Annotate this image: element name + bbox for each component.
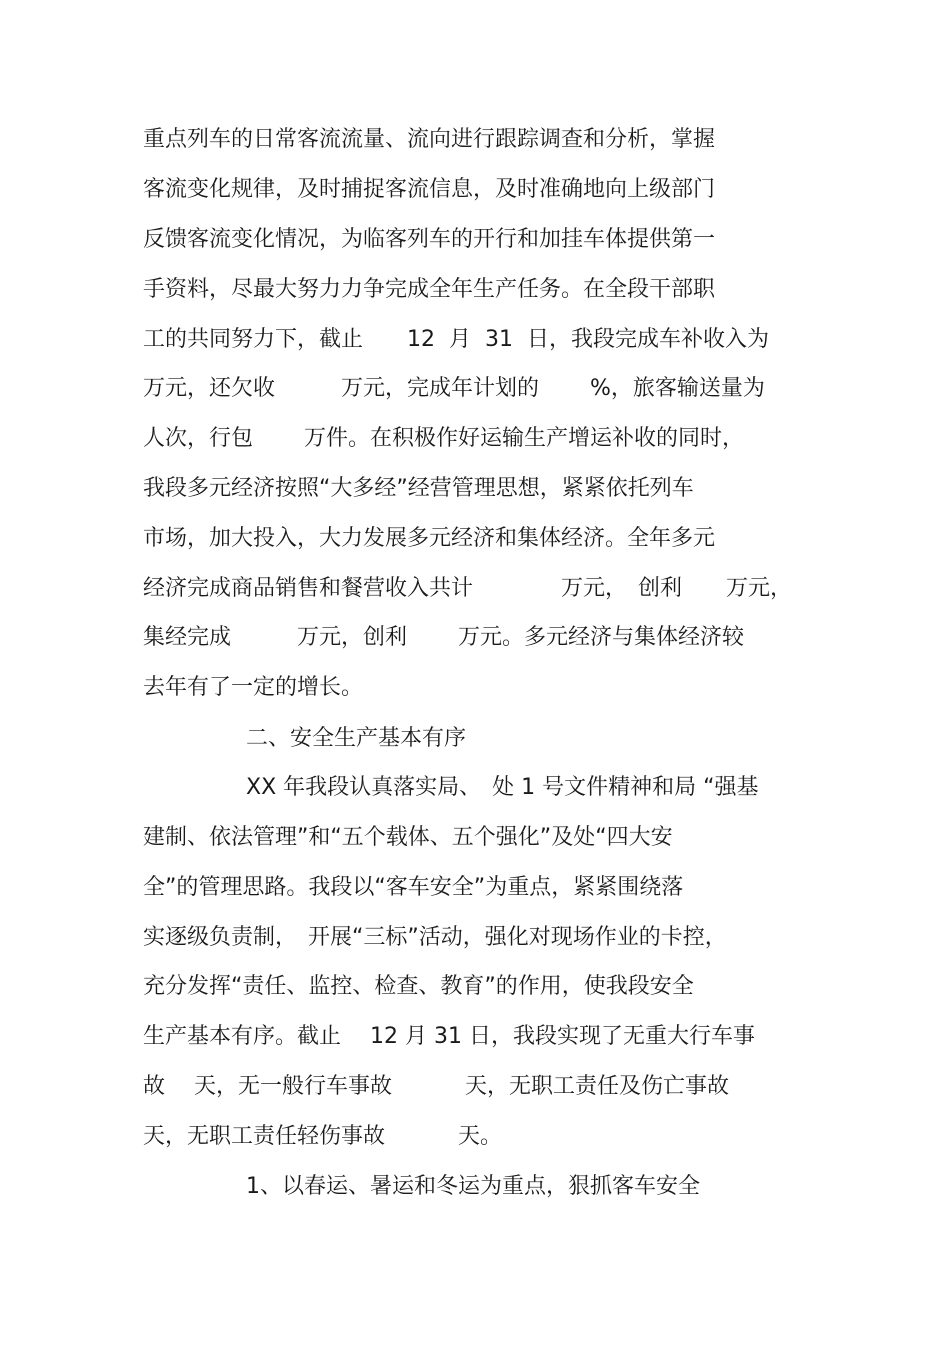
body-text-line: 重点列车的日常客流流量、流向进行跟踪调查和分析，掌握	[143, 127, 716, 152]
section-heading: 二、安全生产基本有序	[246, 726, 467, 751]
body-text-line: 我段多元经济按照“大多经”经营管理思想，紧紧依托列车	[143, 476, 694, 501]
body-text-line: 客流变化规律，及时捕捉客流信息，及时准确地向上级部门	[143, 177, 716, 202]
body-text-line: 经济完成商品销售和餐营收入共计 万元， 创利 万元，	[143, 576, 793, 601]
body-text-line: 全”的管理思路。我段以“客车安全”为重点，紧紧围绕落	[143, 875, 684, 900]
body-text-line: XX 年我段认真落实局、 处 1 号文件精神和局 “强基	[246, 775, 759, 800]
body-text-line: 充分发挥“责任、监控、检查、教育”的作用，使我段安全	[143, 974, 694, 999]
body-text-line: 市场，加大投入，大力发展多元经济和集体经济。全年多元	[143, 526, 716, 551]
subsection-heading: 1、以春运、暑运和冬运为重点，狠抓客车安全	[246, 1174, 700, 1199]
body-text-line: 故 天，无一般行车事故 天，无职工责任及伤亡事故	[143, 1074, 729, 1099]
body-text-line: 万元，还欠收 万元，完成年计划的 %，旅客输送量为	[143, 376, 765, 401]
body-text-line: 集经完成 万元，创利 万元。多元经济与集体经济较	[143, 625, 744, 650]
body-text-line: 手资料，尽最大努力力争完成全年生产任务。在全段干部职	[143, 277, 716, 302]
body-text-line: 实逐级负责制， 开展“三标”活动，强化对现场作业的卡控，	[143, 925, 727, 950]
body-text-line: 生产基本有序。截止 12 月 31 日，我段实现了无重大行车事	[143, 1024, 755, 1049]
body-text-line: 建制、依法管理”和“五个载体、五个强化”及处“四大安	[143, 825, 673, 850]
body-text-line: 反馈客流变化情况，为临客列车的开行和加挂车体提供第一	[143, 227, 716, 252]
body-text-line: 工的共同努力下，截止 12 月 31 日，我段完成车补收入为	[143, 327, 769, 352]
body-text-line: 天，无职工责任轻伤事故 天。	[143, 1124, 502, 1149]
body-text-line: 人次，行包 万件。在积极作好运输生产增运补收的同时，	[143, 426, 744, 451]
body-text-line: 去年有了一定的增长。	[143, 675, 364, 700]
